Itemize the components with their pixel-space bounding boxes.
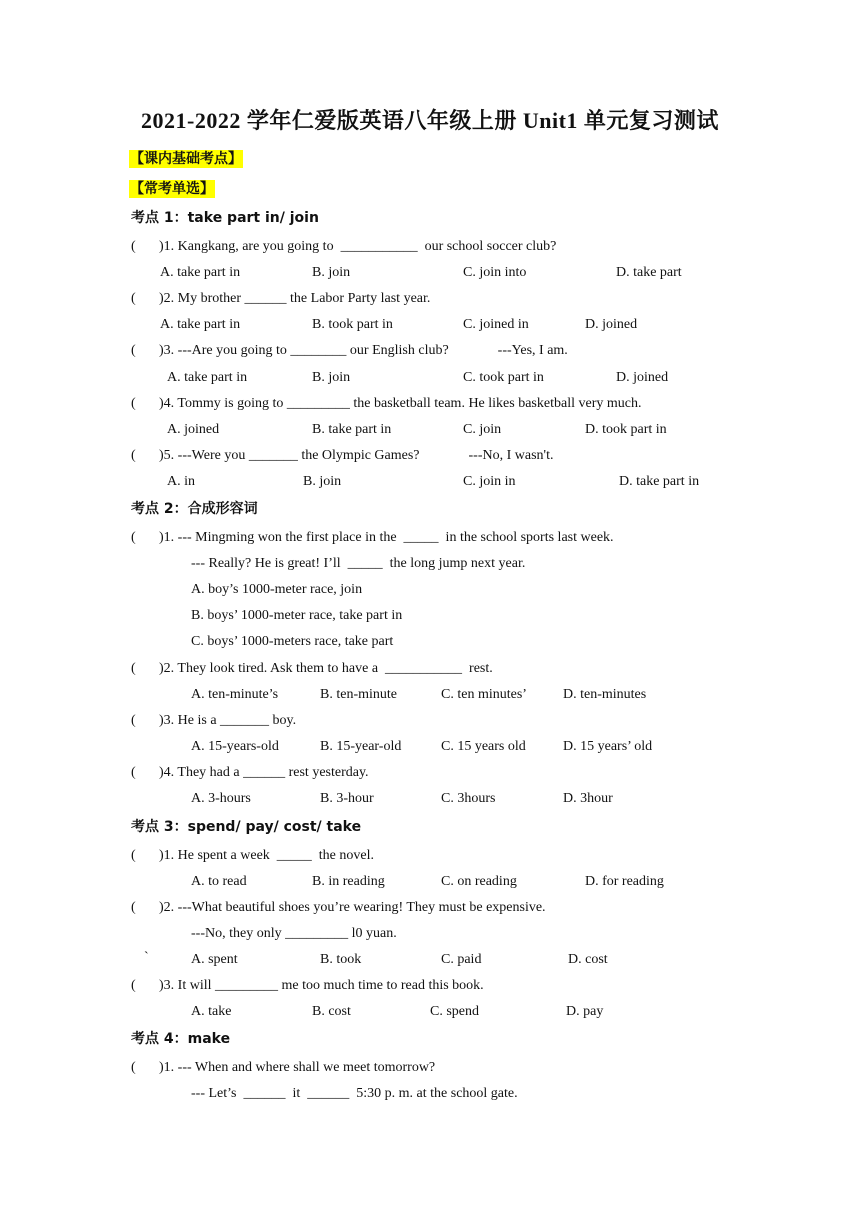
question-stem: )1. --- Mingming won the first place in the _____ in the school sports last week. [159,530,614,545]
question-stem: )2. ---What beautiful shoes you’re wearing! They must be expensive. [159,900,546,915]
page-title: 2021-2022 学年仁爱版英语八年级上册 Unit1 单元复习测试 [141,108,719,133]
option-b: B. took [320,952,362,967]
option-d: D. for reading [585,874,664,889]
option-a: A. in [167,474,195,489]
answer-paren: ( [131,530,136,545]
answer-paren: ( [131,1060,136,1075]
question-stem: )1. --- When and where shall we meet tomorrow? [159,1060,436,1075]
option-d: D. ten-minutes [563,687,647,702]
answer-paren: ( [131,900,136,915]
option-d: D. pay [566,1004,604,1019]
question-stem: )4. Tommy is going to _________ the basketball team. He likes basketball very much. [159,396,642,411]
option-b: B. ten-minute [320,687,397,702]
answer-paren: ( [131,765,136,780]
option-d: D. cost [568,952,608,967]
question-stem-reply: ---No, they only _________ l0 yuan. [191,926,397,941]
option-a: A. joined [167,422,220,437]
option-d: D. take part [616,265,682,280]
option-a: A. take part in [167,370,248,385]
answer-paren: ( [131,713,136,728]
question-stem: )4. They had a ______ rest yesterday. [159,765,369,780]
option-a: A. 15-years-old [191,739,279,754]
answer-paren: ( [131,848,136,863]
option-a: A. to read [191,874,247,889]
option-a: A. take part in [160,265,241,280]
option-b: B. join [312,370,351,385]
answer-paren: ( [131,448,136,463]
question-stem-reply: --- Really? He is great! I’ll _____ the long jump next year. [191,556,526,571]
option-b: B. join [303,474,342,489]
question-stem: )3. ---Are you going to ________ our English club? ---Yes, I am. [159,343,568,358]
answer-paren: ( [131,396,136,411]
option-c: C. join in [463,474,516,489]
stray-mark: ` [144,950,149,965]
option-b: B. 15-year-old [320,739,402,754]
option-c: C. took part in [463,370,544,385]
option-c: C. spend [430,1004,479,1019]
question-stem: )1. He spent a week _____ the novel. [159,848,374,863]
question-stem: )2. They look tired. Ask them to have a ___________ rest. [159,661,493,676]
topic-2-heading: 考点 2：合成形容词 [131,501,258,517]
option-d: D. 15 years’ old [563,739,653,754]
question-stem: )1. Kangkang, are you going to ___________ our school soccer club? [159,239,557,254]
option-c: C. join [463,422,502,437]
topic-1-heading: 考点 1：take part in/ join [131,210,319,226]
option-b: B. in reading [312,874,385,889]
option-d: D. joined [585,317,638,332]
section-heading-choice: 【常考单选】 [130,181,214,197]
option-c: C. boys’ 1000-meters race, take part [191,634,394,649]
option-a: A. take [191,1004,232,1019]
answer-paren: ( [131,239,136,254]
option-c: C. paid [441,952,482,967]
option-a: A. boy’s 1000-meter race, join [191,582,363,597]
option-b: B. join [312,265,351,280]
option-c: C. 3hours [441,791,496,806]
question-stem: )3. It will _________ me too much time to read this book. [159,978,484,993]
topic-3-heading: 考点 3：spend/ pay/ cost/ take [131,819,362,835]
option-a: A. take part in [160,317,241,332]
option-d: D. take part in [619,474,700,489]
answer-paren: ( [131,291,136,306]
section-heading-basic: 【课内基础考点】 [130,151,242,167]
option-a: A. 3-hours [191,791,251,806]
answer-paren: ( [131,978,136,993]
option-c: C. join into [463,265,527,280]
option-c: C. ten minutes’ [441,687,527,702]
option-d: D. joined [616,370,669,385]
question-stem-reply: --- Let’s ______ it ______ 5:30 p. m. at the school gate. [191,1086,518,1101]
answer-paren: ( [131,661,136,676]
option-a: A. spent [191,952,238,967]
option-b: B. take part in [312,422,392,437]
option-d: D. took part in [585,422,667,437]
option-c: C. 15 years old [441,739,526,754]
option-a: A. ten-minute’s [191,687,279,702]
option-b: B. 3-hour [320,791,374,806]
option-b: B. boys’ 1000-meter race, take part in [191,608,403,623]
question-stem: )2. My brother ______ the Labor Party last year. [159,291,431,306]
option-c: C. on reading [441,874,517,889]
option-d: D. 3hour [563,791,613,806]
topic-4-heading: 考点 4：make [131,1031,231,1047]
option-b: B. cost [312,1004,351,1019]
answer-paren: ( [131,343,136,358]
question-stem: )3. He is a _______ boy. [159,713,297,728]
option-c: C. joined in [463,317,529,332]
option-b: B. took part in [312,317,393,332]
question-stem: )5. ---Were you _______ the Olympic Games? ---No, I wasn't. [159,448,554,463]
